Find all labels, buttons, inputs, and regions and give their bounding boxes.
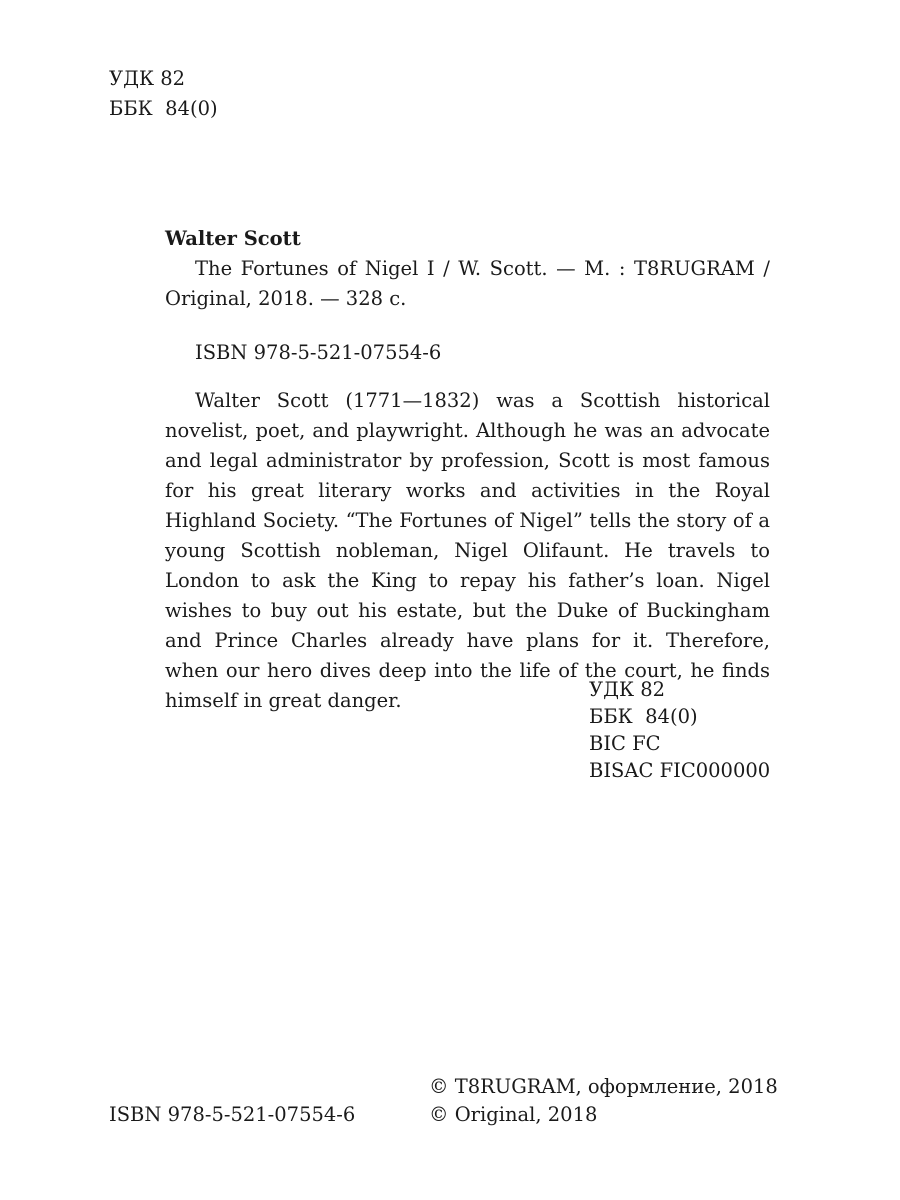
top-classification-codes — [109, 64, 218, 124]
udk-code: УДК 82 — [589, 678, 666, 701]
bic-code: BIC FC — [589, 732, 661, 755]
bisac-code: BISAC FIC000000 — [589, 759, 771, 782]
citation: The Fortunes of Nigel I / W. Scott. — M. : T8RUGRAM / Original, 2018. — 328 с. — [165, 257, 770, 310]
bbk-code: ББК 84(0) — [109, 97, 218, 120]
isbn-line: ISBN 978-5-521-07554-6 — [195, 341, 442, 364]
footer-isbn: ISBN 978-5-521-07554-6 — [109, 1103, 356, 1126]
udk-code: УДК 82 — [109, 67, 186, 90]
bbk-code: ББК 84(0) — [589, 705, 698, 728]
copyright-notices — [429, 1073, 778, 1129]
classification-codes — [589, 676, 770, 784]
copyright-original: © Original, 2018 — [429, 1103, 598, 1126]
abstract: Walter Scott (1771—1832) was a Scottish historical novelist, poet, and playwright. Although he was an advocate and legal administrator by profession, Scott is most famous for his great literary works and activities in the Royal Highland Society. “The Fortunes of Nigel” tells the story of a young Scottish nobleman, Nigel Olifaunt. He travels to London to ask the King to repay his father’s loan. Nigel wishes to buy out his estate, but the Duke of Buckingham and Prince Charles already have plans for it. Therefore, when our hero dives deep into the life of the court, he finds himself in great danger. — [165, 389, 770, 712]
author-name: Walter Scott — [165, 227, 301, 250]
bibliographic-record — [165, 224, 770, 716]
copyright-design: © T8RUGRAM, оформление, 2018 — [429, 1075, 778, 1098]
